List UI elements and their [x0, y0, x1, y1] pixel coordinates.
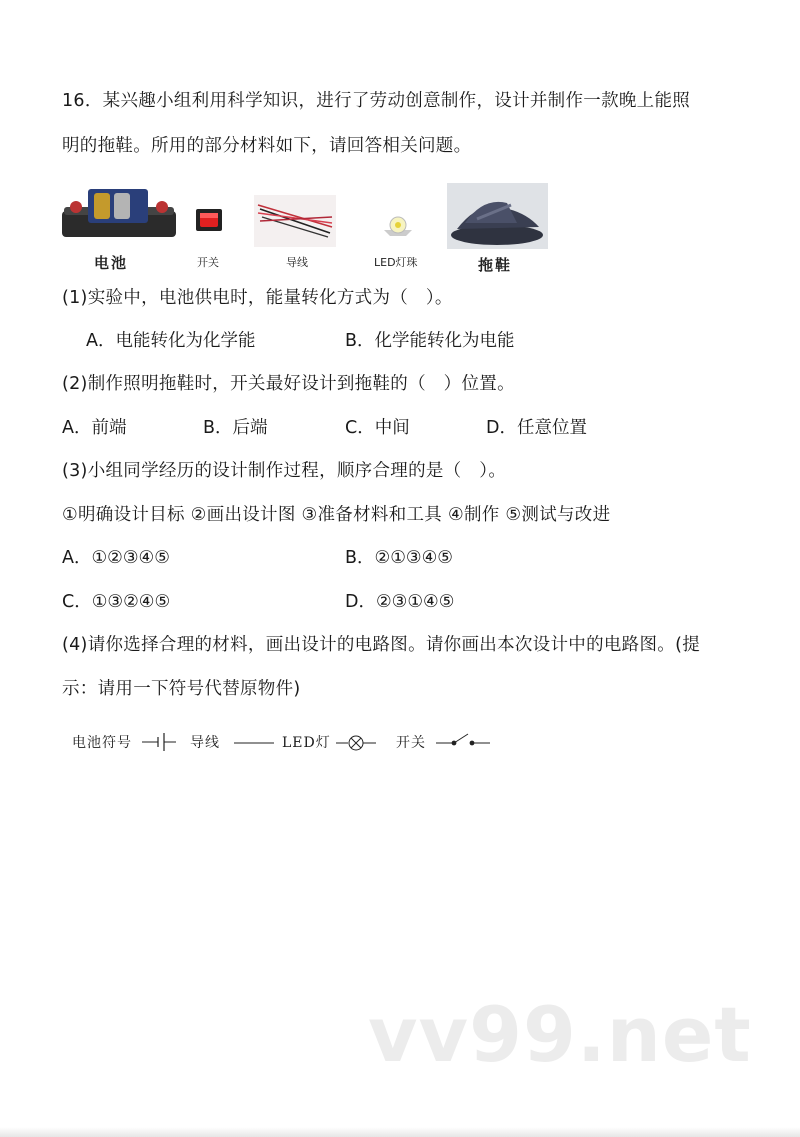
switch-symbol-label: 开关 — [396, 735, 426, 751]
material-label-battery: 电池 — [94, 254, 129, 272]
q3-stem: (3)小组同学经历的设计制作过程，顺序合理的是（ ）。 — [62, 461, 507, 481]
material-switch — [194, 205, 224, 235]
material-label-slipper: 拖鞋 — [478, 256, 513, 274]
battery-symbol-label: 电池符号 — [72, 735, 132, 751]
rocker-switch-icon — [194, 205, 224, 235]
switch-symbol-icon — [434, 730, 494, 752]
q3-steps: ①明确设计目标 ②画出设计图 ③准备材料和工具 ④制作 ⑤测试与改进 — [62, 505, 611, 525]
led-symbol-label: LED灯 — [282, 735, 331, 751]
material-label-switch: 开关 — [197, 256, 219, 269]
q2-option-d: D．任意位置 — [486, 418, 587, 438]
q1-option-b: B．化学能转化为电能 — [345, 331, 515, 351]
q2-option-c: C．中间 — [345, 418, 410, 438]
material-battery — [60, 185, 178, 245]
led-bead-icon — [380, 212, 416, 240]
q3-option-d: D．②③①④⑤ — [345, 592, 455, 612]
q4-line-1: (4)请你选择合理的材料，画出设计的电路图。请你画出本次设计中的电路图。(提 — [62, 635, 701, 655]
question-line-2: 明的拖鞋。所用的部分材料如下，请回答相关问题。 — [62, 136, 472, 156]
q2-option-b: B．后端 — [203, 418, 268, 438]
q3-option-c: C．①③②④⑤ — [62, 592, 171, 612]
question-line-1: 16．某兴趣小组利用科学知识，进行了劳动创意制作，设计并制作一款晚上能照 — [62, 91, 691, 111]
material-label-wires: 导线 — [286, 256, 308, 269]
battery-symbol-icon — [142, 732, 182, 752]
q3-option-b: B．②①③④⑤ — [345, 548, 453, 568]
material-led — [380, 212, 416, 240]
circuit-symbols-legend — [72, 728, 512, 756]
q4-line-2: 示：请用一下符号代替原物件) — [62, 679, 301, 699]
q1-option-a: A．电能转化为化学能 — [86, 331, 256, 351]
material-label-led: LED灯珠 — [374, 256, 418, 269]
page-bottom-edge — [0, 1127, 800, 1137]
q2-option-a: A．前端 — [62, 418, 127, 438]
wires-icon — [254, 195, 336, 247]
slipper-icon — [447, 183, 548, 249]
q2-stem: (2)制作照明拖鞋时，开关最好设计到拖鞋的（ ）位置。 — [62, 374, 515, 394]
battery-box-icon — [60, 185, 178, 245]
q3-option-a: A．①②③④⑤ — [62, 548, 170, 568]
watermark: vv99.net — [368, 990, 752, 1079]
wire-symbol-icon — [232, 732, 276, 752]
material-wires — [254, 195, 336, 247]
material-slipper — [447, 183, 548, 249]
lamp-symbol-icon — [334, 732, 380, 752]
q1-stem: (1)实验中，电池供电时，能量转化方式为（ ）。 — [62, 288, 453, 308]
wire-symbol-label: 导线 — [190, 735, 220, 751]
